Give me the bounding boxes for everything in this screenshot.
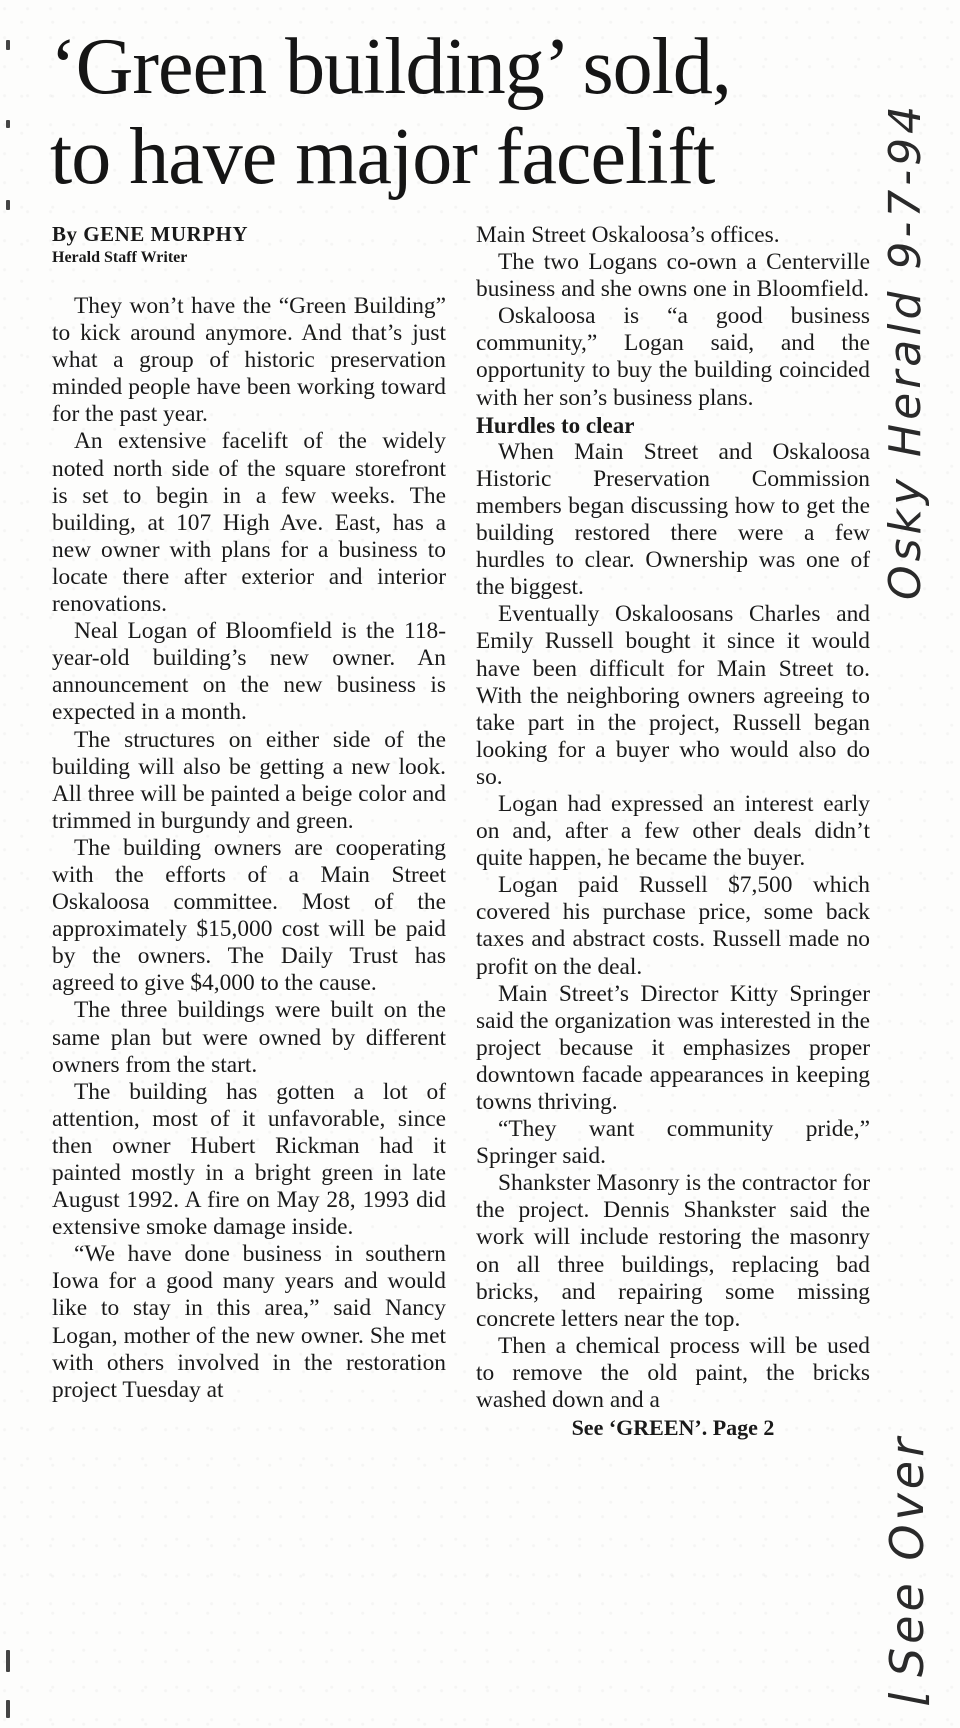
paragraph: When Main Street and Oskaloosa Historic Preservation Commission members began discussing how to get the building restored there were a few hurdles to clear. Ownership was one of the biggest.	[476, 438, 870, 601]
left-column	[52, 222, 446, 1404]
paragraph: The building has gotten a lot of attention, most of it unfavorable, since then owner Hubert Rickman had it painted mostly in a bright green in late August 1992. A fire on May 28, 1993 did extensive smoke damage inside.	[52, 1078, 446, 1241]
headline	[50, 22, 870, 202]
subhead: Hurdles to clear	[476, 412, 635, 438]
handwritten-date-note: Osky Herald 9-7-94	[880, 101, 931, 600]
paragraph: Then a chemical process will be used to remove the old paint, the bricks washed down and a	[476, 1332, 870, 1414]
paragraph: The structures on either side of the building will also be getting a new look. All three will be painted a beige color and trimmed in burgundy and green.	[52, 726, 446, 834]
headline-line-1: ‘Green building’ sold,	[50, 23, 731, 111]
paragraph: Eventually Oskaloosans Charles and Emily Russell bought it since it would have been difficult for Main Street to. With the neighboring owners agreeing to take part in the project, Russell began looking for a buyer who would also do so.	[476, 601, 870, 790]
edge-mark	[6, 120, 10, 128]
paragraph: Neal Logan of Bloomfield is the 118-year-old building’s new owner. An announcement on the new business is expected in a month.	[52, 618, 446, 726]
paragraph: “We have done business in southern Iowa for a good many years and would like to stay in this area,” said Nancy Logan, mother of the new owner. She met with others involved in the restoration project Tuesday at	[52, 1241, 446, 1403]
headline-line-2: to have major facelift	[50, 113, 715, 201]
edge-mark	[6, 1650, 10, 1672]
paragraph: Main Street’s Director Kitty Springer said the organization was interested in the project because it emphasizes proper downtown facade appearances in keeping towns thriving.	[476, 980, 870, 1115]
paragraph: They won’t have the “Green Building” to kick around anymore. And that’s just what a group of historic preservation minded people have been working toward for the past year.	[52, 293, 446, 428]
continued-line: See ‘GREEN’. Page 2	[571, 1415, 775, 1441]
paragraph: Logan had expressed an interest early on and, after a few other deals didn’t quite happen, he became the buyer.	[476, 790, 870, 872]
paragraph: The two Logans co-own a Centerville business and she owns one in Bloomfield.	[476, 249, 870, 303]
paragraph: An extensive facelift of the widely noted north side of the square storefront is set to begin in a few weeks. The building, at 107 High Ave. East, has a new owner with plans for a business to locate there after exterior and interior renovations.	[52, 428, 446, 618]
paragraph: Shankster Masonry is the contractor for the project. Dennis Shankster said the work will include restoring the masonry on all three buildings, replacing bad bricks, and repairing some missing concrete letters near the top.	[476, 1170, 870, 1332]
bracket-mark: ⌊	[880, 1683, 934, 1705]
paragraph: The three buildings were built on the same plan but were owned by different owners from the start.	[52, 997, 446, 1078]
edge-mark	[6, 1700, 10, 1718]
paragraph: Main Street Oskaloosa’s offices.	[476, 222, 780, 248]
see-over-text: See Over	[880, 1433, 934, 1678]
paragraph: The building owners are cooperating with the efforts of a Main Street Oskaloosa committee. Most of the approximately $15,000 cost will be paid by the owners. The Daily Trust has agreed to give $4,000 to the cause.	[52, 834, 446, 997]
paragraph: “They want community pride,” Springer said.	[476, 1116, 870, 1170]
paragraph: Oskaloosa is “a good business community,” Logan said, and the opportunity to buy the building coincided with her son’s business plans.	[476, 303, 870, 411]
byline: By GENE MURPHY	[52, 222, 248, 246]
byline-role: Herald Staff Writer	[52, 249, 188, 266]
edge-mark	[6, 40, 10, 50]
right-column	[476, 222, 870, 1441]
handwritten-see-over	[880, 1434, 934, 1705]
edge-mark	[6, 200, 10, 210]
paragraph: Logan paid Russell $7,500 which covered his purchase price, some back taxes and abstract costs. Russell made no profit on the deal.	[476, 872, 870, 980]
